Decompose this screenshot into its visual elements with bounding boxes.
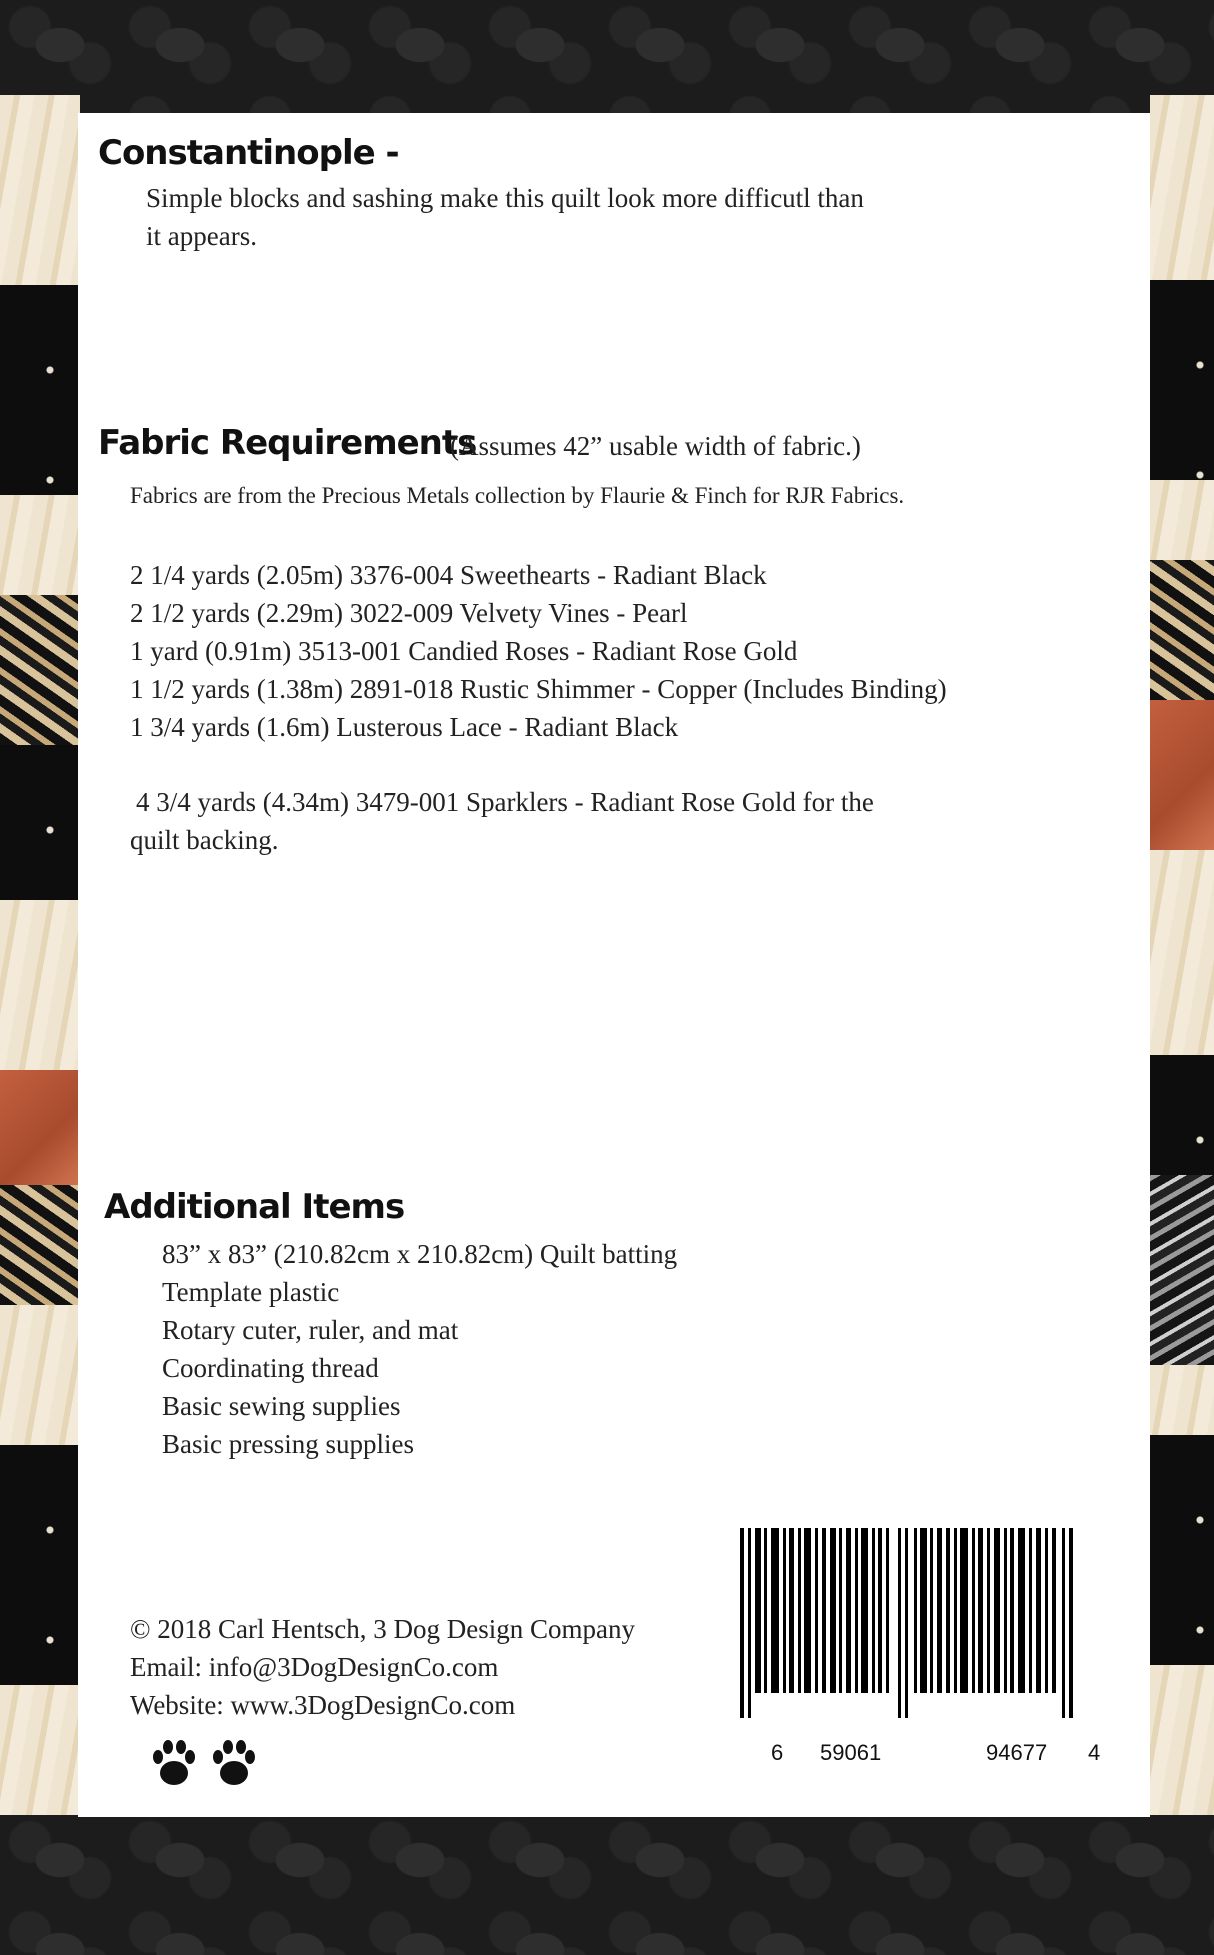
content-card [78, 113, 1150, 1817]
website-line: Website: www.3DogDesignCo.com [130, 1690, 516, 1720]
paw-icon [213, 1740, 255, 1785]
paw-prints [148, 1735, 268, 1795]
additional-item: Template plastic [162, 1277, 340, 1307]
fabric-list [130, 556, 947, 746]
intro-description: Simple blocks and sashing make this quilt look more difficutl than it appears. [146, 183, 864, 251]
barcode-digit: 6 [771, 1740, 784, 1765]
fabric-item: 2 1/2 yards (2.29m) 3022-009 Velvety Vines - Pearl [130, 598, 688, 628]
barcode-digit: 59061 [820, 1740, 882, 1765]
additional-item: Rotary cuter, ruler, and mat [162, 1315, 459, 1345]
additional-item: Basic sewing supplies [162, 1391, 401, 1421]
paw-icon [153, 1740, 195, 1785]
additional-items-title: Additional Items [104, 1187, 405, 1227]
fabric-requirements-title: Fabric Requirements [98, 423, 477, 463]
quilt-border-left [0, 95, 80, 1825]
quilt-border-right [1150, 95, 1214, 1825]
contact-info [130, 1610, 635, 1724]
intro-title: Constantinople - [98, 133, 399, 173]
additional-item: 83” x 83” (210.82cm x 210.82cm) Quilt batting [162, 1239, 678, 1269]
fabric-collection-note: Fabrics are from the Precious Metals collection by Flaurie & Finch for RJR Fabrics. [130, 483, 905, 508]
copyright-line: © 2018 Carl Hentsch, 3 Dog Design Company [130, 1614, 635, 1644]
backing-requirement: 4 3/4 yards (4.34m) 3479-001 Sparklers - Radiant Rose Gold for the quilt backing. [130, 787, 874, 855]
fabric-width-note: (Assumes 42” usable width of fabric.) [450, 431, 861, 461]
additional-item: Coordinating thread [162, 1353, 379, 1383]
fabric-item: 2 1/4 yards (2.05m) 3376-004 Sweethearts - Radiant Black [130, 560, 767, 590]
fabric-item: 1 yard (0.91m) 3513-001 Candied Roses - Radiant Rose Gold [130, 636, 798, 666]
additional-item: Basic pressing supplies [162, 1429, 414, 1459]
fabric-item: 1 1/2 yards (1.38m) 2891-018 Rustic Shimmer - Copper (Includes Binding) [130, 674, 947, 704]
email-line: Email: info@3DogDesignCo.com [130, 1652, 499, 1682]
additional-items-list [162, 1235, 677, 1463]
damask-border-top [0, 0, 1214, 115]
barcode-digit: 4 [1088, 1740, 1101, 1765]
upc-barcode [740, 1528, 1080, 1718]
damask-border-bottom [0, 1815, 1214, 1955]
barcode-digit: 94677 [986, 1740, 1048, 1765]
fabric-item: 1 3/4 yards (1.6m) Lusterous Lace - Radiant Black [130, 712, 679, 742]
